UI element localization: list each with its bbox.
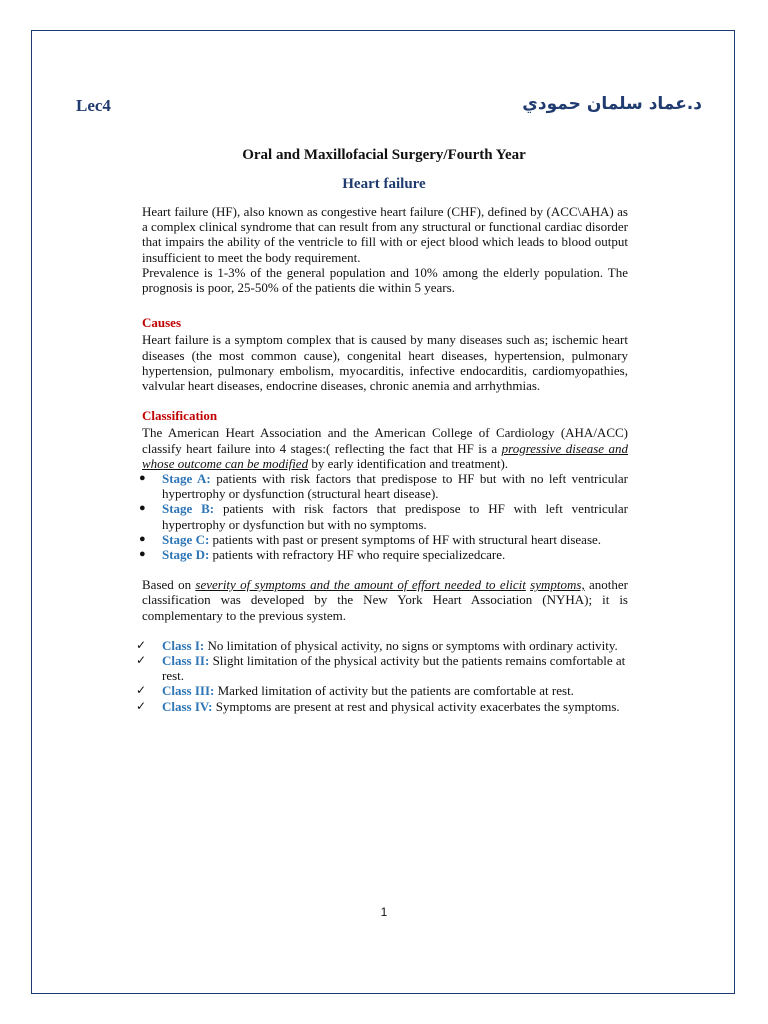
classification-heading: Classification [142, 408, 218, 424]
intro-paragraph-1: Heart failure (HF), also known as congestive heart failure (CHF), defined by (ACC\AHA) as a complex clinical syndrome that can result from any structural or functional cardiac disorder that impairs the ability of the ventricle to fill with or eject blood which leads to blood output insufficient to meet the body requirement. [142, 204, 628, 265]
stage-label: Stage B: [162, 501, 215, 517]
classification-intro-before: The American Heart Association and the American College of Cardiology (AHA/ACC) classify heart failure into 4 stages:( reflecting the fact that HF is a [142, 425, 628, 456]
page-title: Heart failure [342, 176, 426, 192]
page-number: 1 [380, 905, 388, 919]
checkmark-icon: ✓ [136, 698, 147, 713]
stage-text: patients with refractory HF who require specializedcare. [209, 547, 506, 563]
stage-label: Stage A: [162, 471, 211, 487]
class-text: Slight limitation of the physical activity but the patients remains comfortable at rest. [162, 653, 626, 684]
nyha-before: Based on [142, 577, 196, 593]
document-body [136, 204, 628, 714]
class-label: Class I: [162, 637, 205, 653]
class-text: No limitation of physical activity, no signs or symptoms with ordinary activity. [204, 637, 618, 653]
spacer [142, 623, 628, 638]
bullet-icon: ● [139, 502, 146, 515]
stage-text: patients with past or present symptoms of HF with structural heart disease. [209, 531, 602, 547]
list-item [139, 531, 628, 547]
class-text: Marked limitation of activity but the patients are comfortable at rest. [214, 683, 574, 699]
class-text: Symptoms are present at rest and physical activity exacerbates the symptoms. [212, 698, 620, 714]
nyha-class-list [136, 637, 628, 714]
intro-paragraph-2: Prevalence is 1-3% of the general population and 10% among the elderly population. The prognosis is poor, 25-50% of the patients die within 5 years. [142, 264, 628, 296]
list-item [136, 683, 628, 699]
spacer [142, 562, 628, 577]
classification-intro [142, 425, 628, 471]
class-label: Class III: [162, 683, 215, 699]
classification-intro-emphasis: progressive disease and whose outcome can be modified [142, 440, 628, 471]
author-name: د.عماد سلمان حمودي [522, 94, 702, 114]
nyha-emphasis-1: severity of symptoms and the amount of effort needed to elicit [195, 577, 526, 593]
causes-heading: Causes [142, 315, 182, 331]
class-label: Class IV: [162, 698, 213, 714]
list-item [139, 471, 628, 502]
stage-label: Stage D: [162, 547, 210, 563]
stage-text: patients with risk factors that predispose to HF with left ventricular hypertrophy or dysfunction but with no symptoms. [162, 501, 628, 532]
nyha-emphasis-2: symptoms, [530, 577, 585, 593]
list-item [139, 501, 628, 532]
checkmark-icon: ✓ [136, 683, 147, 698]
bullet-icon: ● [139, 548, 146, 561]
list-item [136, 637, 628, 653]
nyha-paragraph [142, 577, 628, 623]
stage-label: Stage C: [162, 531, 210, 547]
course-title: Oral and Maxillofacial Surgery/Fourth Year [242, 147, 526, 163]
stage-list [139, 471, 628, 563]
list-item [139, 547, 628, 563]
classification-intro-after: by early identification and treatment). [308, 455, 509, 471]
bullet-icon: ● [139, 472, 146, 485]
class-label: Class II: [162, 653, 210, 669]
bullet-icon: ● [139, 532, 146, 545]
checkmark-icon: ✓ [136, 653, 147, 668]
stage-text: patients with risk factors that predispose to HF but with no left ventricular hypertrophy or dysfunction (structural heart disease). [162, 471, 628, 502]
lecture-number: Lec4 [76, 96, 111, 115]
list-item [136, 653, 628, 684]
checkmark-icon: ✓ [136, 637, 147, 652]
list-item [136, 698, 628, 714]
nyha-after: another classification was developed by the New York Heart Association (NYHA); it is complementary to the previous system. [142, 577, 628, 623]
causes-paragraph: Heart failure is a symptom complex that is caused by many diseases such as; ischemic heart diseases (the most common cause), congenital heart diseases, hypertension, pulmonary hypertension, pulmonary embolism, myocarditis, infective endocarditis, cardiomyopathies, valvular heart diseases, endocrine diseases, chronic anemia and arrhythmias. [142, 332, 628, 394]
